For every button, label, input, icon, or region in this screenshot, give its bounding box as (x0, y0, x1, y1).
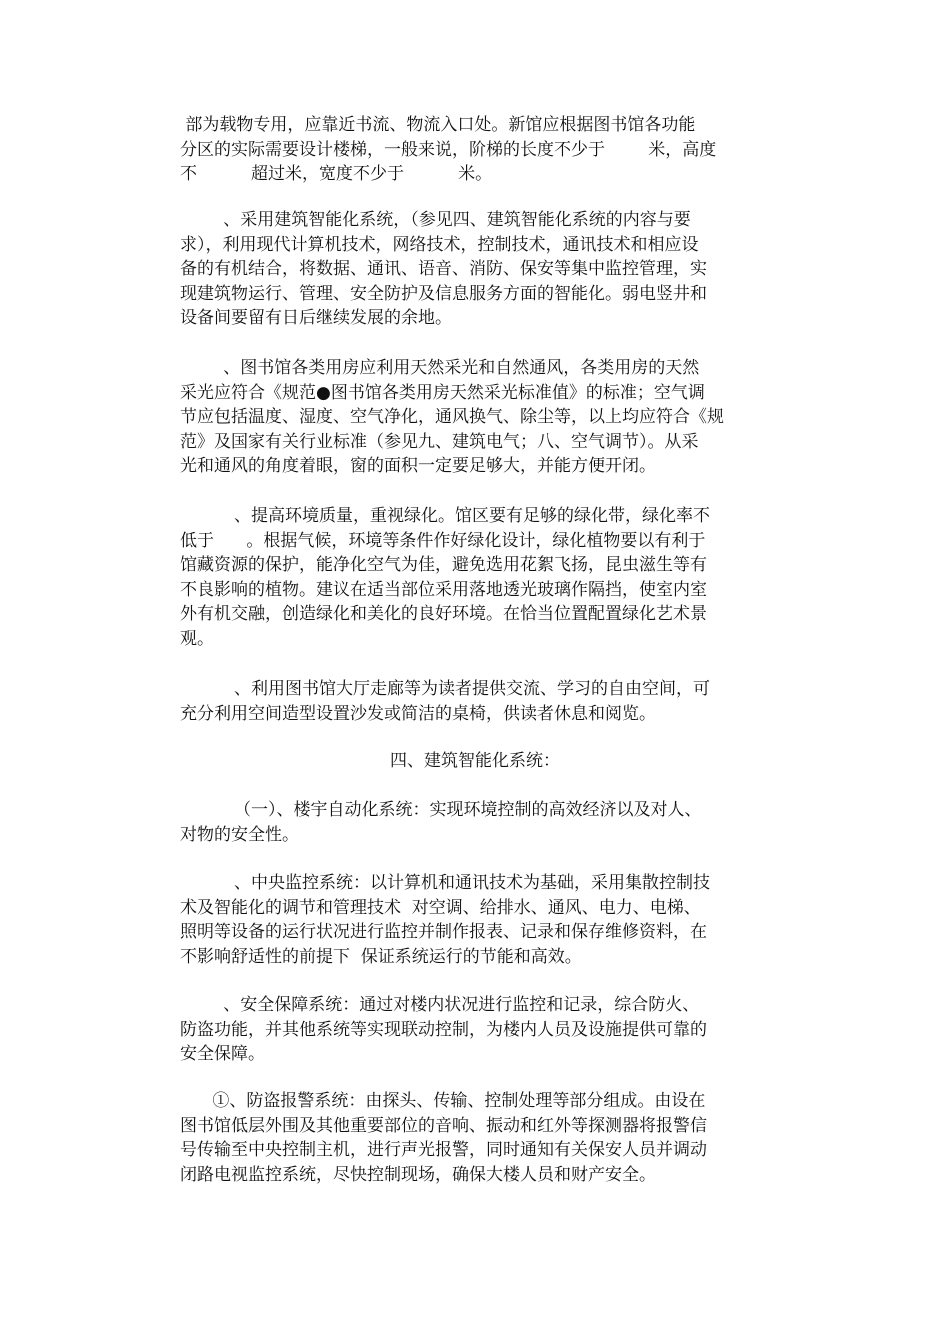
text-line: 外有机交融，创造绿化和美化的良好环境。在恰当位置配置绿化艺术景 (180, 604, 707, 625)
text-line: ①、防盗报警系统：由探头、传输、控制处理等部分组成。由设在 (180, 1091, 706, 1111)
text-line: 安全保障。 (180, 1044, 265, 1065)
text-line: 、安全保障系统：通过对楼内状况进行监控和记录，综合防火、 (180, 995, 700, 1015)
text-line: 号传输至中央控制主机，进行声光报警，同时通知有关保安人员并调动 (180, 1140, 707, 1161)
paragraph-central-monitoring (180, 871, 780, 969)
text-line: 、图书馆各类用房应利用天然采光和自然通风，各类用房的天然 (180, 358, 700, 378)
section-heading: 四、建筑智能化系统： (390, 751, 560, 771)
paragraph-lighting-ventilation (180, 356, 780, 479)
text-line: 低于 。根据气候，环境等条件作好绿化设计，绿化植物要以有利于 (180, 530, 706, 551)
text-line: 、中央监控系统：以计算机和通讯技术为基础，采用集散控制技 (180, 873, 711, 893)
text-line: 、利用图书馆大厅走廊等为读者提供交流、学习的自由空间，可 (180, 679, 711, 699)
paragraph-security-system (180, 993, 780, 1067)
text-line: 照明等设备的运行状况进行监控并制作报表、记录和保存维修资料，在 (180, 922, 707, 943)
text-line: 部为载物专用，应靠近书流、物流入口处。新馆应根据图书馆各功能 (180, 115, 696, 135)
paragraph-staircase (180, 113, 780, 187)
text-line: 观。 (180, 628, 214, 649)
text-line: 光和通风的角度着眼，窗的面积一定要足够大，并能方便开闭。 (180, 456, 656, 477)
paragraph-burglar-alarm (180, 1089, 780, 1187)
text-line: 防盗功能，并其他系统等实现联动控制，为楼内人员及设施提供可靠的 (180, 1019, 707, 1040)
text-line: 对物的安全性。 (180, 824, 299, 845)
paragraph-greening (180, 504, 780, 652)
paragraph-lobby-space (180, 677, 780, 726)
text-line: 、采用建筑智能化系统，（参见四、建筑智能化系统的内容与要 (180, 210, 691, 230)
paragraph-intelligent-building (180, 208, 780, 331)
text-line: 充分利用空间造型设置沙发或简洁的桌椅，供读者休息和阅览。 (180, 703, 656, 724)
paragraph-building-automation (180, 798, 780, 847)
text-line: 分区的实际需要设计楼梯，一般来说，阶梯的长度不少于 米，高度 (180, 139, 717, 160)
text-line: 术及智能化的调节和管理技术 对空调、给排水、通风、电力、电梯、 (180, 897, 701, 918)
text-line: 备的有机结合，将数据、通讯、语音、消防、保安等集中监控管理，实 (180, 259, 707, 280)
text-line: 设备间要留有日后继续发展的余地。 (180, 308, 452, 329)
text-line: 范》及国家有关行业标准（参见九、建筑电气；八、空气调节）。从采 (180, 431, 699, 452)
text-line: 馆藏资源的保护，能净化空气为佳，避免选用花絮飞扬，昆虫滋生等有 (180, 555, 707, 576)
text-line: 现建筑物运行、管理、安全防护及信息服务方面的智能化。弱电竖井和 (180, 283, 707, 304)
text-line: 求），利用现代计算机技术，网络技术，控制技术，通讯技术和相应设 (180, 234, 699, 255)
text-line: （一）、楼宇自动化系统：实现环境控制的高效经济以及对人、 (180, 800, 702, 820)
text-line: 、提高环境质量，重视绿化。馆区要有足够的绿化带，绿化率不 (180, 506, 711, 526)
text-line: 闭路电视监控系统，尽快控制现场，确保大楼人员和财产安全。 (180, 1164, 656, 1185)
text-line: 节应包括温度、湿度、空气净化，通风换气、除尘等，以上均应符合《规 (180, 407, 724, 428)
text-line: 不良影响的植物。建议在适当部位采用落地透光玻璃作隔挡，使室内室 (180, 579, 707, 600)
text-line: 不影响舒适性的前提下 保证系统运行的节能和高效。 (180, 946, 582, 967)
text-line: 采光应符合《规范●图书馆各类用房天然采光标准值》的标准；空气调 (180, 382, 705, 403)
text-line: 不 超过米，宽度不少于 米。 (180, 164, 493, 185)
text-line: 图书馆低层外围及其他重要部位的音响、振动和红外等探测器将报警信 (180, 1115, 707, 1136)
